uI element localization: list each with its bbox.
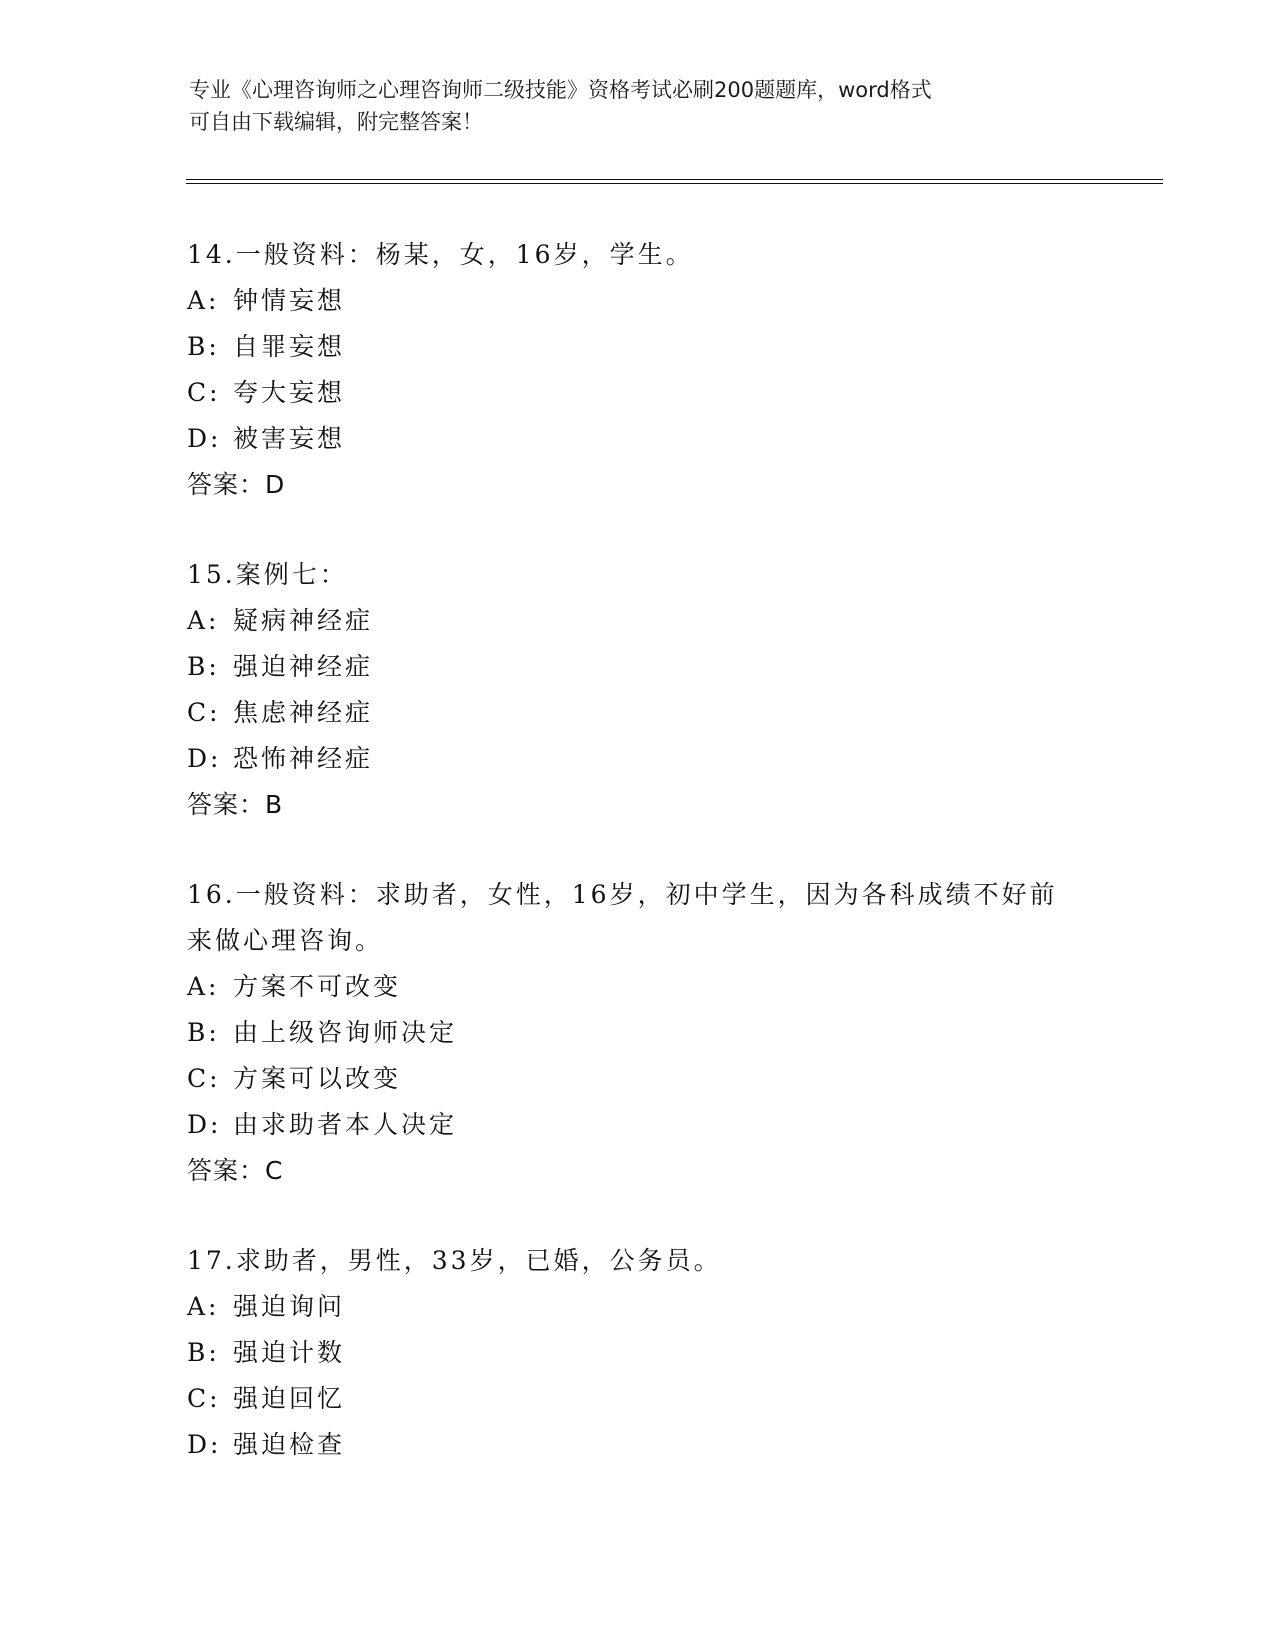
option-c bbox=[187, 690, 373, 736]
answer: 答案：B bbox=[187, 790, 284, 819]
option-text: 强迫询问 bbox=[233, 1292, 346, 1321]
header-divider-top bbox=[186, 179, 1163, 180]
option-text: 被害妄想 bbox=[233, 424, 346, 453]
option-b bbox=[187, 644, 373, 690]
option-label: A: bbox=[187, 286, 220, 315]
option-a bbox=[187, 278, 694, 324]
question-stem: 14.一般资料：杨某，女，16岁，学生。 bbox=[187, 240, 694, 269]
option-label: A: bbox=[187, 972, 220, 1001]
option-label: D: bbox=[187, 1110, 222, 1139]
option-label: B: bbox=[187, 652, 220, 681]
option-text: 由上级咨询师决定 bbox=[233, 1018, 458, 1047]
option-text: 强迫计数 bbox=[233, 1338, 346, 1367]
option-label: D: bbox=[187, 424, 222, 453]
option-a bbox=[187, 598, 373, 644]
option-b bbox=[187, 324, 694, 370]
question-15 bbox=[187, 552, 373, 828]
option-text: 强迫回忆 bbox=[233, 1384, 346, 1413]
option-label: C: bbox=[187, 698, 221, 727]
option-text: 夸大妄想 bbox=[233, 378, 346, 407]
option-label: C: bbox=[187, 1064, 221, 1093]
option-c bbox=[187, 1376, 722, 1422]
option-text: 疑病神经症 bbox=[233, 606, 374, 635]
option-b bbox=[187, 1330, 722, 1376]
option-label: A: bbox=[187, 606, 220, 635]
option-label: C: bbox=[187, 1384, 221, 1413]
option-c bbox=[187, 370, 694, 416]
document-header bbox=[189, 74, 1069, 138]
option-label: A: bbox=[187, 1292, 220, 1321]
option-text: 方案可以改变 bbox=[233, 1064, 402, 1093]
option-d bbox=[187, 1422, 722, 1468]
option-text: 恐怖神经症 bbox=[233, 744, 374, 773]
option-text: 强迫神经症 bbox=[233, 652, 374, 681]
option-label: D: bbox=[187, 744, 222, 773]
answer: 答案：D bbox=[187, 470, 286, 499]
question-14 bbox=[187, 232, 694, 508]
header-divider-bottom bbox=[186, 183, 1163, 184]
option-text: 焦虑神经症 bbox=[233, 698, 374, 727]
question-stem: 15.案例七： bbox=[187, 560, 348, 589]
option-label: D: bbox=[187, 1430, 222, 1459]
question-16 bbox=[187, 872, 1058, 1194]
option-label: B: bbox=[187, 332, 220, 361]
question-stem: 16.一般资料：求助者，女性，16岁，初中学生，因为各科成绩不好前 bbox=[187, 880, 1058, 909]
option-text: 自罪妄想 bbox=[233, 332, 346, 361]
header-line-2: 可自由下载编辑，附完整答案！ bbox=[189, 110, 483, 134]
option-c bbox=[187, 1056, 1058, 1102]
option-label: C: bbox=[187, 378, 221, 407]
option-text: 钟情妄想 bbox=[233, 286, 346, 315]
answer: 答案：C bbox=[187, 1156, 284, 1185]
option-label: B: bbox=[187, 1338, 220, 1367]
option-a bbox=[187, 964, 1058, 1010]
question-stem-continued: 来做心理咨询。 bbox=[187, 926, 384, 955]
option-text: 强迫检查 bbox=[233, 1430, 346, 1459]
option-d bbox=[187, 1102, 1058, 1148]
option-label: B: bbox=[187, 1018, 220, 1047]
option-b bbox=[187, 1010, 1058, 1056]
option-a bbox=[187, 1284, 722, 1330]
header-line-1: 专业《心理咨询师之心理咨询师二级技能》资格考试必刷200题题库，word格式 bbox=[189, 78, 932, 102]
option-text: 方案不可改变 bbox=[233, 972, 402, 1001]
question-17 bbox=[187, 1238, 722, 1468]
option-d bbox=[187, 416, 694, 462]
option-d bbox=[187, 736, 373, 782]
question-stem: 17.求助者，男性，33岁，已婚，公务员。 bbox=[187, 1246, 722, 1275]
option-text: 由求助者本人决定 bbox=[233, 1110, 458, 1139]
